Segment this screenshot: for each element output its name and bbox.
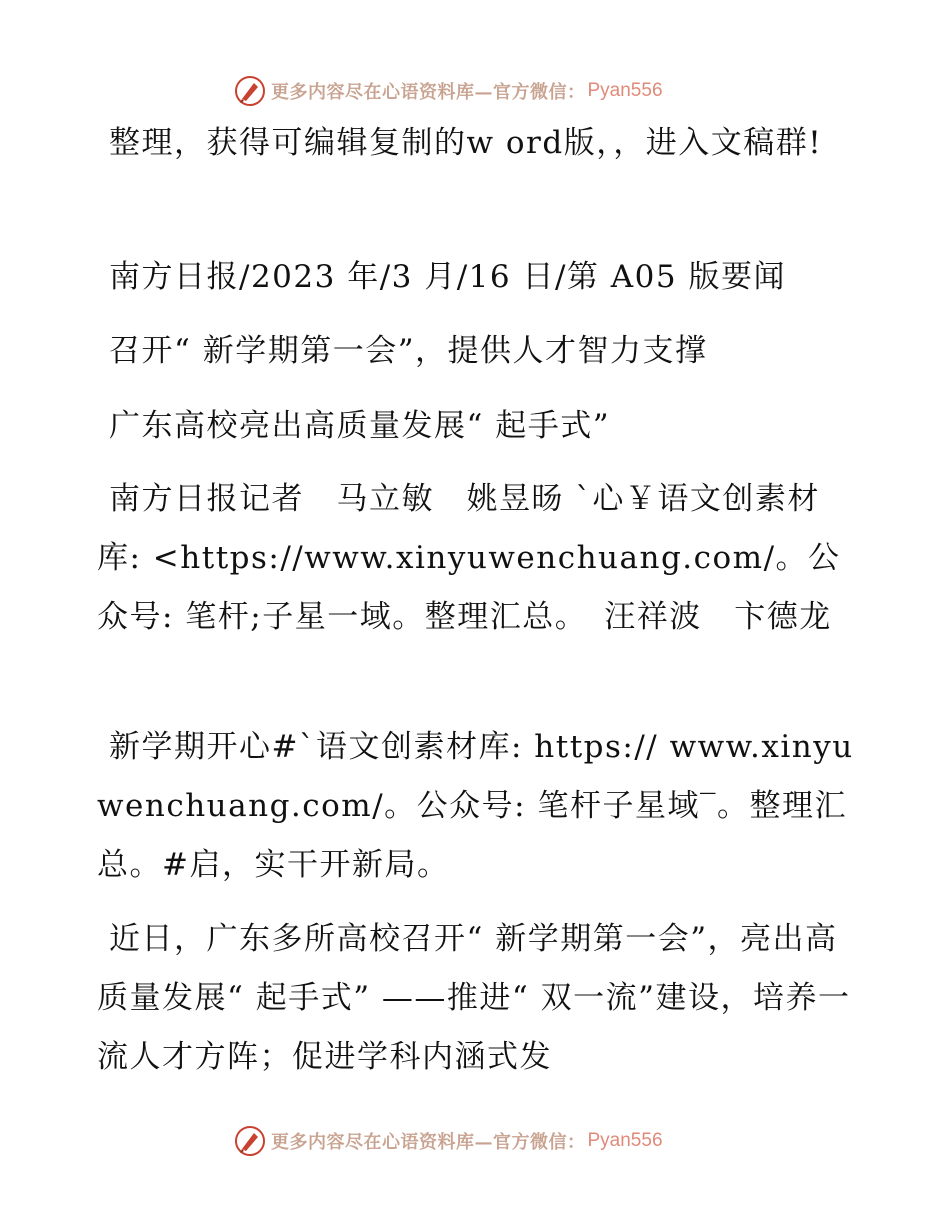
watermark-text: 更多内容尽在心语资料库—官方微信： xyxy=(271,1132,586,1153)
pen-nib-logo-icon xyxy=(233,1124,267,1158)
watermark-footer xyxy=(233,1124,663,1158)
watermark-text: 更多内容尽在心语资料库—官方微信： xyxy=(271,82,586,103)
paragraph-source-line: 南方日报/2023 年/3 月/16 日/第 A05 版要闻 xyxy=(109,259,786,295)
watermark-wechat-id: Pyan556 xyxy=(587,80,663,101)
watermark-header xyxy=(233,74,663,108)
pen-nib-logo-icon xyxy=(233,74,267,108)
paragraph-lead: 新学期开心#`语文创素材库: https:// www.xinyuwenchuang.com/。公众号: 笔杆子星域‾。整理汇总。#启，实干开新局。 xyxy=(97,729,854,883)
paragraph-subheadline: 召开“ 新学期第一会”，提供人才智力支撑 xyxy=(109,333,708,369)
paragraph-headline: 广东高校亮出高质量发展“ 起手式” xyxy=(109,408,611,444)
paragraph-intro: 整理，获得可编辑复制的w ord版，，进入文稿群! xyxy=(109,125,823,161)
watermark-wechat-id: Pyan556 xyxy=(587,1130,663,1151)
paragraph-byline: 南方日报记者 马立敏 姚昱旸 `心￥语文创素材库: <https://www.xinyuwenchuang.com/。公众号: 笔杆;子星一域。整理汇总。 汪祥波 卞德龙 xyxy=(97,481,841,635)
paragraph-body: 近日，广东多所高校召开“ 新学期第一会”，亮出高质量发展“ 起手式” ——推进“ 双一流”建设，培养一流人才方阵；促进学科内涵式发 xyxy=(97,921,851,1075)
